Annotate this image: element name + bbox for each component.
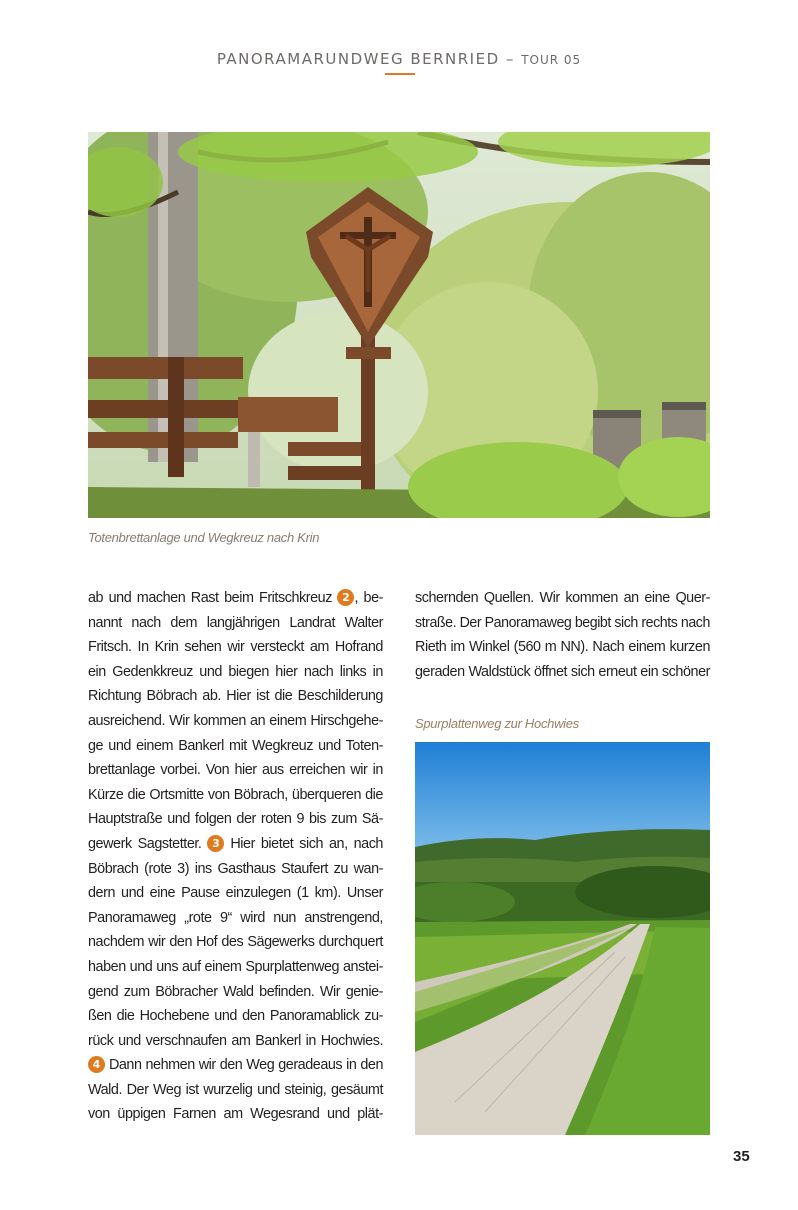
- text-line-content: [88, 1004, 383, 1029]
- text-run: Hier bietet sich an, nach: [224, 835, 383, 852]
- text-line-content: [88, 807, 383, 832]
- header-accent-rule: [385, 73, 415, 75]
- photo-caption: Totenbrettanlage und Wegkreuz nach Krin: [88, 530, 320, 545]
- text-run: nannt nach dem langjährigen Landrat Walter: [88, 614, 383, 631]
- text-line: [88, 586, 383, 611]
- body-text-left-column: [88, 586, 383, 1127]
- concrete-track-photo: [415, 742, 710, 1135]
- text-run: , be-: [354, 590, 383, 606]
- text-line-content: [88, 930, 383, 955]
- text-line: [88, 881, 383, 906]
- text-line: [88, 1053, 383, 1078]
- text-run: nachdem wir den Hof des Sägewerks durchquert: [88, 934, 383, 951]
- text-line-content: [88, 857, 383, 882]
- waypoint-number-badge: 4: [88, 1056, 105, 1073]
- text-run: dern und eine Pause einzulegen (1 km). Unser: [88, 885, 383, 902]
- text-run: haben und uns auf einem Spurplattenweg anstei-: [88, 958, 384, 975]
- text-line-content: [88, 684, 383, 709]
- text-line-content: [88, 758, 383, 783]
- text-line-content: [88, 660, 383, 685]
- text-line-content: [88, 586, 383, 611]
- text-run: gewerk Sagstetter.: [88, 835, 208, 852]
- text-line-content: [88, 955, 383, 980]
- text-line: [88, 857, 383, 882]
- text-line-content: [88, 1102, 383, 1127]
- waypoint-number-badge: 2: [337, 589, 354, 606]
- text-line: [88, 955, 383, 980]
- running-header: [0, 50, 798, 68]
- text-line-content: [88, 635, 383, 660]
- text-line: [88, 709, 383, 734]
- text-line: [88, 906, 383, 931]
- header-tour: TOUR 05: [521, 53, 582, 67]
- text-run: straße. Der Panoramaweg begibt sich rechts nach: [415, 614, 710, 631]
- text-line: [88, 1029, 383, 1054]
- text-line: [415, 635, 710, 660]
- text-run: Hauptstraße und folgen der roten 9 bis zum Sä-: [88, 811, 383, 828]
- text-run: Kürze die Ortsmitte von Böbrach, überqueren die: [88, 786, 383, 803]
- text-run: schernden Quellen. Wir kommen an eine Quer-: [415, 590, 710, 606]
- text-run: Wald. Der Weg ist wurzelig und steinig, gesäumt: [88, 1081, 384, 1098]
- text-line-content: [88, 734, 383, 759]
- text-run: brettanlage vorbei. Von hier aus erreichen wir in: [88, 762, 383, 779]
- text-line: [88, 611, 383, 636]
- text-run: geraden Waldstück öffnet sich erneut ein schöner: [415, 663, 710, 680]
- page-number: 35: [733, 1148, 750, 1165]
- text-line-content: [415, 635, 710, 660]
- text-line-content: [88, 1029, 383, 1054]
- text-run: gend zum Böbracher Wald befinden. Wir genie-: [88, 983, 384, 1000]
- text-run: ein Gedenkkreuz und biegen hier nach links in: [88, 663, 383, 680]
- text-line: [415, 611, 710, 636]
- text-line-content: [88, 881, 383, 906]
- text-line: [88, 807, 383, 832]
- text-run: ge und einem Bankerl mit Wegkreuz und Toten-: [88, 737, 383, 754]
- text-line: [88, 660, 383, 685]
- text-line-content: [88, 1053, 383, 1078]
- text-run: Panoramaweg „rote 9“ wird nun anstrengend,: [88, 909, 383, 926]
- header-separator: –: [505, 50, 515, 68]
- text-line-content: [88, 832, 383, 857]
- text-run: Böbrach (rote 3) ins Gasthaus Staufert zu wan-: [88, 860, 383, 877]
- text-line: [88, 734, 383, 759]
- text-run: Dann nehmen wir den Weg geradeaus in den: [105, 1057, 384, 1074]
- text-line-content: [88, 1078, 383, 1103]
- text-line: [88, 1078, 383, 1103]
- text-line-content: [415, 611, 710, 636]
- text-line: [88, 1102, 383, 1127]
- text-run: Richtung Böbrach ab. Hier ist die Beschilderung: [88, 688, 383, 705]
- text-run: Rieth im Winkel (560 m NN). Nach einem kurzen: [415, 639, 711, 656]
- text-line: [88, 832, 383, 857]
- text-line: [415, 660, 710, 685]
- text-line: [415, 586, 710, 611]
- text-run: ab und machen Rast beim Fritschkreuz: [88, 590, 338, 606]
- text-line: [88, 758, 383, 783]
- text-line: [88, 1004, 383, 1029]
- text-line-content: [415, 660, 710, 685]
- wayside-cross-photo: [88, 132, 710, 518]
- text-run: ausreichend. Wir kommen an einem Hirschgehe-: [88, 712, 383, 729]
- text-run: rück und verschnaufen am Bankerl in Hochwies.: [88, 1032, 384, 1049]
- photo-caption: Spurplattenweg zur Hochwies: [415, 716, 579, 731]
- text-line-content: [88, 611, 383, 636]
- text-line: [88, 635, 383, 660]
- text-line-content: [88, 906, 383, 931]
- text-line: [88, 930, 383, 955]
- text-run: ßen die Hochebene und den Panoramablick zu-: [88, 1008, 383, 1025]
- waypoint-number-badge: 3: [207, 835, 224, 852]
- text-run: von üppigen Farnen am Wegesrand und plät-: [88, 1106, 384, 1123]
- text-line: [88, 684, 383, 709]
- text-line: [88, 783, 383, 808]
- text-run: Fritsch. In Krin sehen wir versteckt am Hofrand: [88, 639, 383, 656]
- header-title: PANORAMARUNDWEG BERNRIED: [216, 50, 500, 68]
- text-line-content: [88, 709, 383, 734]
- text-line-content: [415, 586, 710, 611]
- body-text-right-column: [415, 586, 710, 684]
- text-line-content: [88, 980, 383, 1005]
- text-line: [88, 980, 383, 1005]
- text-line-content: [88, 783, 383, 808]
